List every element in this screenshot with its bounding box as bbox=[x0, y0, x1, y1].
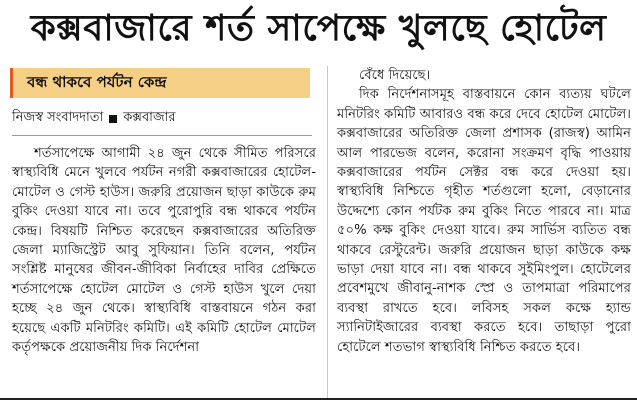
column-divider bbox=[327, 66, 328, 400]
byline-divider bbox=[12, 135, 312, 136]
article-paragraph-2: দিক নির্দেশনাসমূহ বাস্তবায়নে কোন ব্যত্যয় ঘটলে মনিটরিং কমিটি আবারও বন্ধ করে দেবে হোটেল মোটেল। কক্সবাজারের অতিরিক্ত জেলা প্রশাসক (রাজস্ব) আমিন আল পারভেজ বলেন, করোনা সংক্রমণ বৃদ্ধি পাওয়ায় কক্সবাজারের পর্যটন সেক্টর বন্ধ করে দেওয়া হয়। স্বাস্থ্যবিধি নিশ্চিতে গৃহীত শর্তগুলো হলো, বেড়ানোর উদ্দেশ্যে কোন পর্যটক রুম বুকিং নিতে পারবে না। মাত্র ৫০% কক্ষ বুকিং দেওয়া যাবে। রুম সার্ভিস ব্যতিত বন্ধ থাকবে রেস্টুরেন্ট। জরুরি প্রয়োজন ছাড়া কাউকে কক্ষ ভাড়া দেয়া যাবে না। বন্ধ থাকবে সুইমিংপুল। হোটেলের প্রবেশমুখে জীবানু-নাশক স্প্রে ও তাপমাত্রা পরিমাপের ব্যবস্থা রাখতে হবে। লবিসহ সকল কক্ষে হ্যান্ড স্যানিটাইজারের ব্যবস্থা করতে হবে। তাছাড়া পুরো হোটেলে শতভাগ স্বাস্থ্যবিধি নিশ্চিত করতে হবে। bbox=[337, 87, 631, 355]
byline-location: কক্সবাজার bbox=[123, 110, 176, 125]
article-headline: কক্সবাজারে শর্ত সাপেক্ষে খুলছে হোটেল bbox=[30, 8, 607, 49]
article-column-right bbox=[333, 66, 633, 400]
article-paragraph-1-continued: বেঁধে দিয়েছে। bbox=[359, 68, 431, 83]
byline-reporter: নিজস্ব সংবাদদাতা bbox=[12, 110, 104, 125]
article-paragraph-1: শর্তসাপেক্ষে আগামী ২৪ জুন থেকে সীমিত পরিসরে স্বাস্থ্যবিধি মেনে খুলবে পর্যটন নগরী কক্সবাজারের হোটেল-মোটেল ও গেস্ট হাউস। জরুরি প্রয়োজন ছাড়া কাউকে রুম বুকিং দেওয়া যাবে না। তবে পুরোপুরি বন্ধ থাকবে পর্যটন কেন্দ্র। বিষয়টি নিশ্চিত করেছেন কক্সবাজারের অতিরিক্ত জেলা ম্যাজিস্ট্রেট আবু সুফিয়ান। তিনি বলেন, পর্যটন সংশ্লিষ্ট মানুষের জীবন-জীবিকা নির্বাহের দাবির প্রেক্ষিতে শর্তসাপেক্ষে হোটেল মোটেল ও গেস্ট হাউস খুলে দেয়া হচ্ছে ২৪ জুন থেকে। স্বাস্থ্যবিধি বাস্তবায়নে গঠন করা হয়েছে একটি মনিটরিং কমিটি। এই কমিটি হোটেল মোটেল কর্তৃপক্ষকে প্রয়োজনীয় দিক নির্দেশনা bbox=[12, 146, 316, 356]
square-bullet-icon bbox=[109, 115, 117, 123]
article-column-left bbox=[4, 66, 322, 400]
article-byline bbox=[12, 108, 322, 129]
article-subheadline: বন্ধ থাকবে পর্যটন কেন্দ্র bbox=[10, 68, 310, 98]
